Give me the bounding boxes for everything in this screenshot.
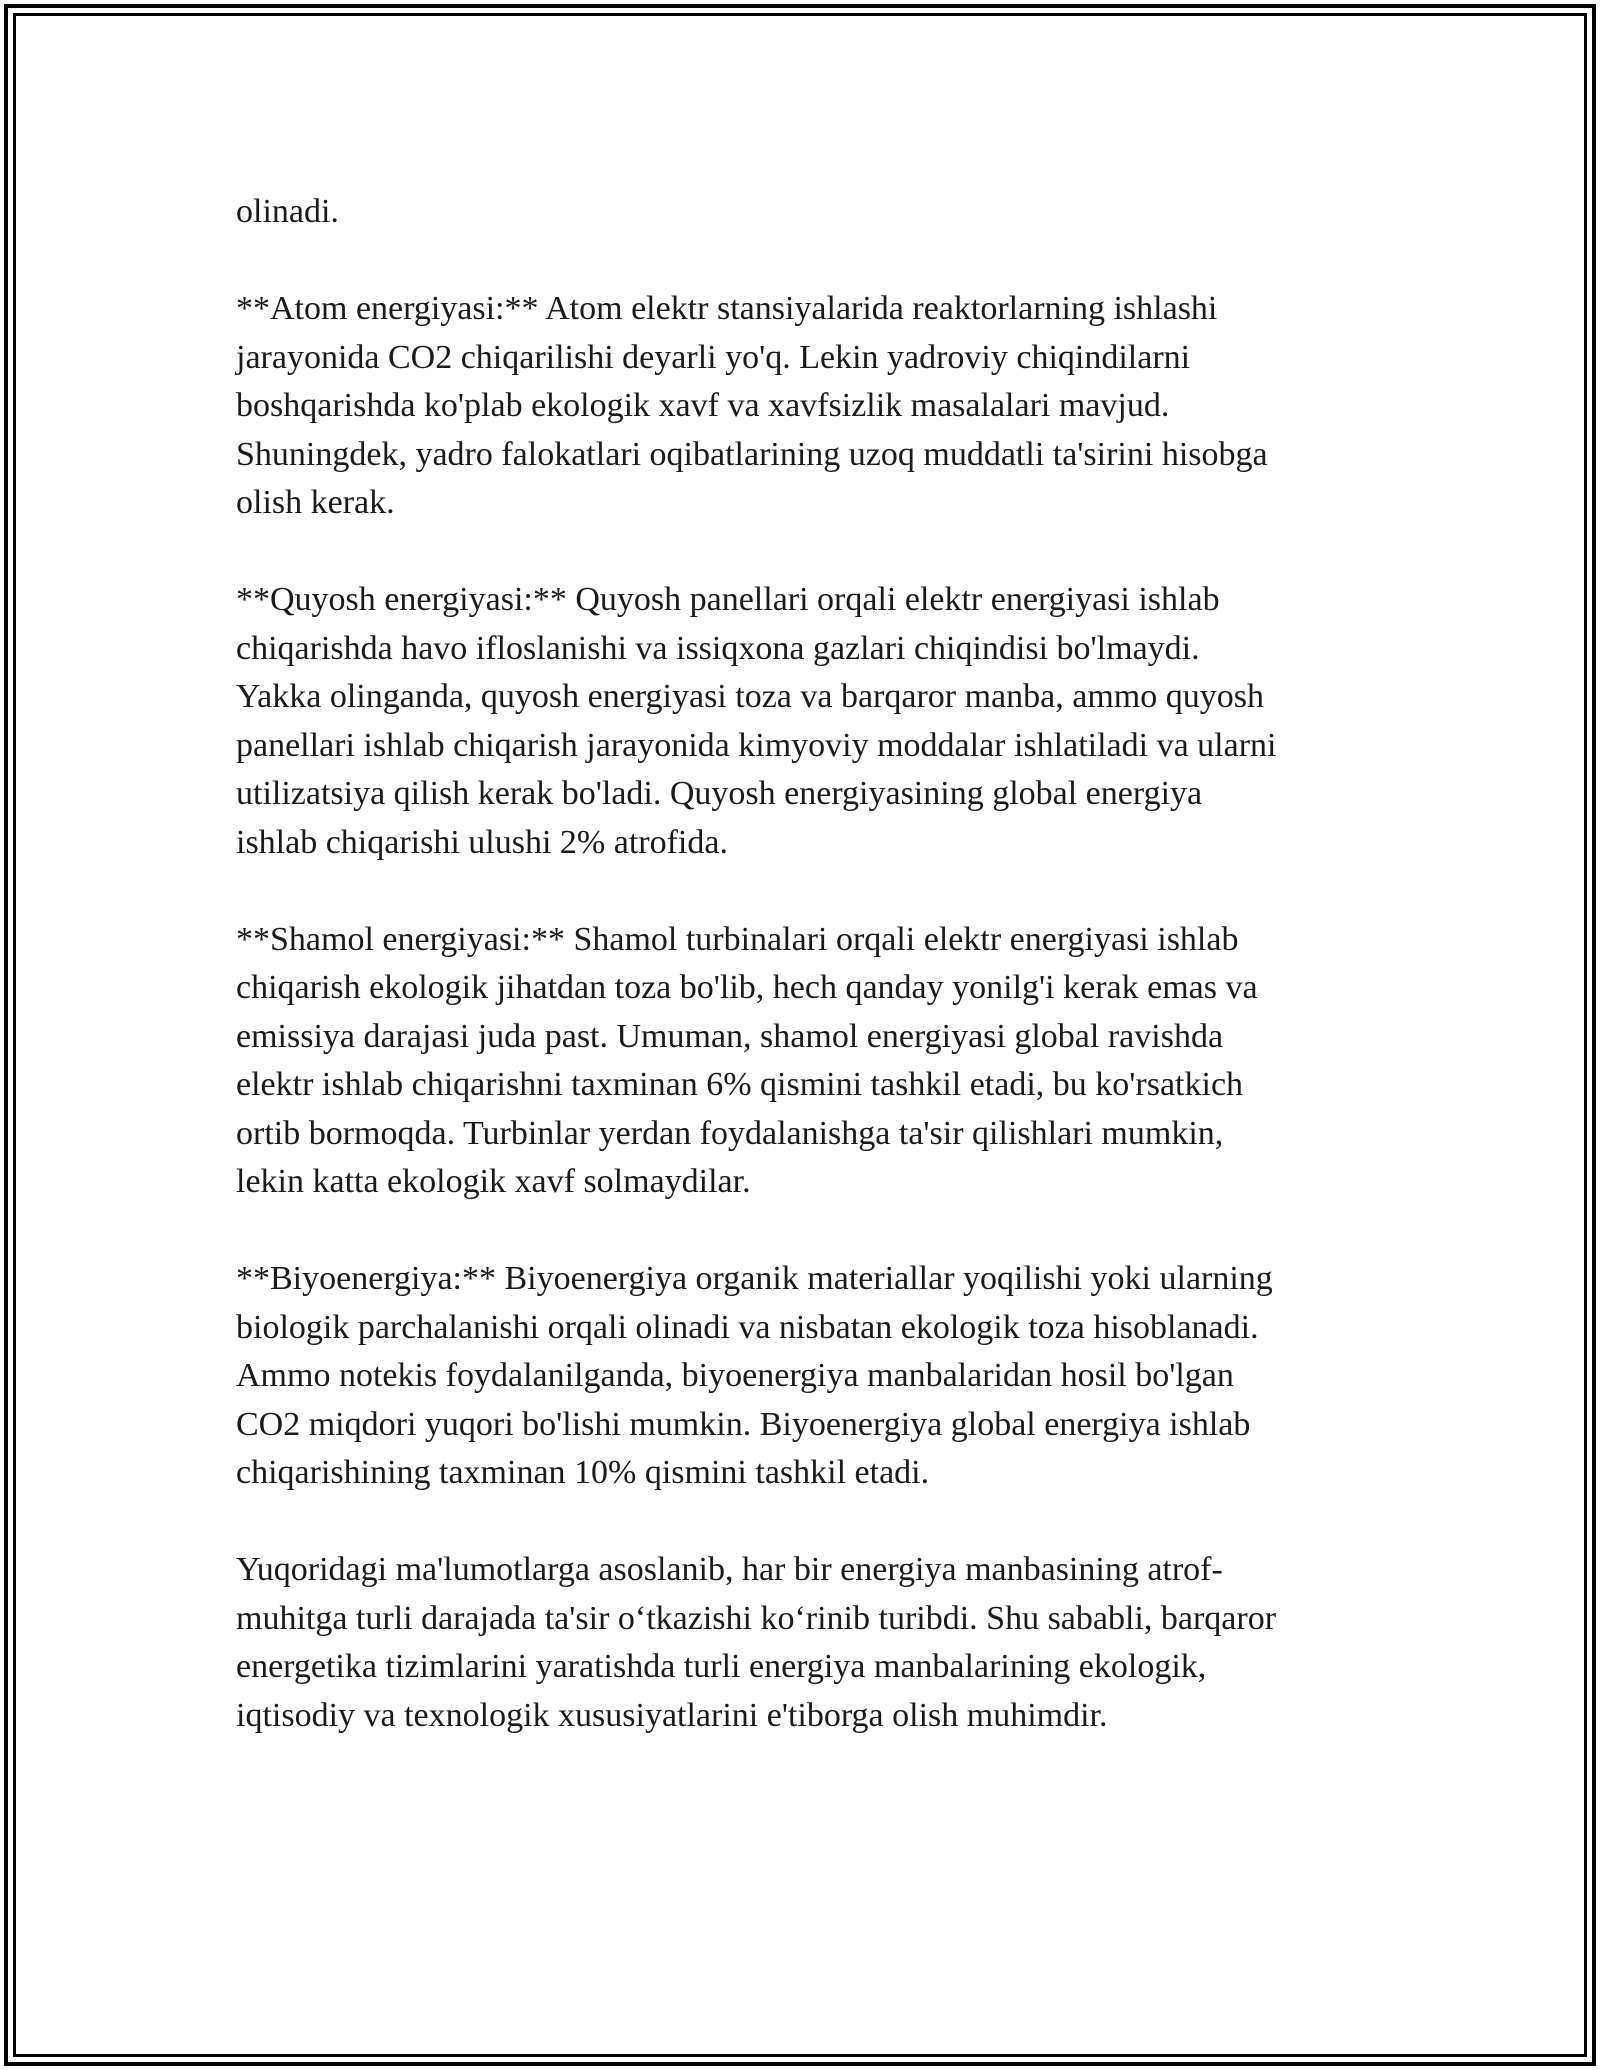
paragraph-wind-energy: **Shamol energiyasi:** Shamol turbinalari orqali elektr energiyasi ishlab chiqarish ekologik jihatdan toza bo'lib, hech qanday yonilg'i kerak emas va emissiya darajasi juda past. Umuman, shamol energiyasi global ravishda elektr ishlab chiqarishni taxminan 6% qismini tashkil etadi, bu ko'rsatkich ortib bormoqda. Turbinlar yerdan foydalanishga ta'sir qilishlari mumkin, lekin katta ekologik xavf solmaydilar. [236, 920, 1258, 1200]
paragraph-solar-energy: **Quyosh energiyasi:** Quyosh panellari orqali elektr energiyasi ishlab chiqarishda havo ifloslanishi va issiqxona gazlari chiqindisi bo'lmaydi. Yakka olinganda, quyosh energiyasi toza va barqaror manba, ammo quyosh panellari ishlab chiqarish jarayonida kimyoviy moddalar ishlatiladi va ularni utilizatsiya qilish kerak bo'ladi. Quyosh energiyasining global energiya ishlab chiqarishi ulushi 2% atrofida. [236, 581, 1277, 861]
paragraph-bioenergy: **Biyoenergiya:** Biyoenergiya organik materiallar yoqilishi yoki ularning biologik parchalanishi orqali olinadi va nisbatan ekologik toza hisoblanadi. Ammo notekis foydalanilganda, biyoenergiya manbalaridan hosil bo'lgan CO2 miqdori yuqori bo'lishi mumkin. Biyoenergiya global energiya ishlab chiqarishining taxminan 10% qismini tashkil etadi. [236, 1260, 1273, 1491]
document-body [236, 188, 1366, 1789]
paragraph-continuation: olinadi. [236, 193, 339, 230]
paragraph-atom-energy: **Atom energiyasi:** Atom elektr stansiyalarida reaktorlarning ishlashi jarayonida CO2 chiqarilishi deyarli yo'q. Lekin yadroviy chiqindilarni boshqarishda ko'plab ekologik xavf va xavfsizlik masalalari mavjud. Shuningdek, yadro falokatlari oqibatlarining uzoq muddatli ta'sirini hisobga olish kerak. [236, 290, 1268, 521]
paragraph-conclusion: Yuqoridagi ma'lumotlarga asoslanib, har bir energiya manbasining atrof- muhitga turli darajada ta'sir o‘tkazishi ko‘rinib turibdi. Shu sababli, barqaror energetika tizimlarini yaratishda turli energiya manbalarining ekologik, iqtisodiy va texnologik xususiyatlarini e'tiborga olish muhimdir. [236, 1551, 1277, 1734]
